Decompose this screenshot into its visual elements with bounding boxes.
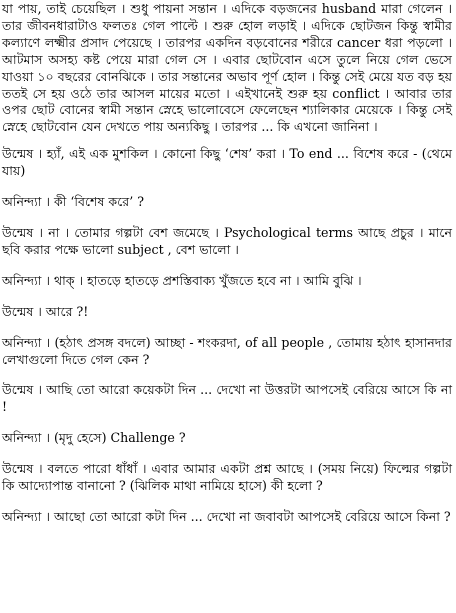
intro-paragraph: যা পায়, তাই চেয়েছিল । শুধু পায়না সন্তান । এদিকে বড়জনের husband মারা গেলেন । তার জীবনধারাটাও ফলতঃ গেল পাল্টে । শুরু হোল লড়াই । এদিকে ছোটজন কিন্তু স্বামীর কল্যাণে লক্ষ্মীর প্রসাদ পেয়েছে । তারপর একদিন বড়বোনের শরীরে cancer ধরা পড়লো । আটমাস অসহ্য কষ্ট পেয়ে মারা গেল সে । এবার ছোটবোন এসে তুলে নিয়ে গেল ভেসে যাওয়া ১০ বছরের বোনঝিকে । তার সন্তানের অভাব পূর্ণ হোল । কিন্তু সেই মেয়ে যত বড় হয় ততই সে হয় ওঠে তার আসল মায়ের মতো । এইখানেই শুরু হয় conflict । আবার তার ওপর ছোট বোনের স্বামী সন্তান স্নেহে ভালোবেসে ফেলেছেন শ্যালিকার মেয়েকে । কিন্তু সেই স্নেহে ছোটবোন যেন দেখতে পায় অন্যকিছু । তারপর ... কি এখনো জানিনা । [2, 1, 452, 135]
dialogue-unmesh-5: উন্মেষ । বলতে পারো ধাঁধাঁ । এবার আমার একটা প্রশ্ন আছে । (সময় নিয়ে) ফিল্মের গল্পটা কি আদ্যোপান্ত বানানো ? (ঝিলিক মাথা নামিয়ে হাসে) কী হলো ? [2, 461, 452, 494]
dialogue-anindya-1: অনিন্দ্যা । কী ‘বিশেষ করে’ ? [2, 194, 144, 210]
dialogue-anindya-4: অনিন্দ্যা । (মৃদু হেসে) Challenge ? [2, 430, 186, 446]
dialogue-anindya-2: অনিন্দ্যা । থাক্ । হাতড়ে হাতড়ে প্রশস্তিবাক্য খুঁজতে হবে না । আমি বুঝি । [2, 272, 362, 288]
dialogue-unmesh-1: উন্মেষ । হ্যাঁ, এই এক মুশকিল । কোনো কিছু ‘শেষ’ করা । To end ... বিশেষ করে - (থেমে যায়) [2, 146, 452, 179]
dialogue-unmesh-3: উন্মেষ । আরে ?! [2, 303, 89, 319]
dialogue-anindya-3: অনিন্দ্যা । (হঠাৎ প্রসঙ্গ বদলে) আচ্ছা - শংকরদা, of all people , তোমায় হঠাৎ হাসানদার লেখাগুলো দিতে গেল কেন ? [2, 334, 452, 367]
dialogue-anindya-5: অনিন্দ্যা । আছো তো আরো কটা দিন ... দেখো না জবাবটা আপসেই বেরিয়ে আসে কিনা ? [2, 508, 451, 524]
dialogue-unmesh-2: উন্মেষ । না । তোমার গল্পটা বেশ জমেছে । Psychological terms আছে প্রচুর । মানে ছবি করার পক্ষে ভালো subject , বেশ ভালো । [2, 224, 452, 257]
dialogue-unmesh-4: উন্মেষ । আছি তো আরো কয়েকটা দিন ... দেখো না উত্তরটা আপসেই বেরিয়ে আসে কি না ! [2, 382, 452, 415]
